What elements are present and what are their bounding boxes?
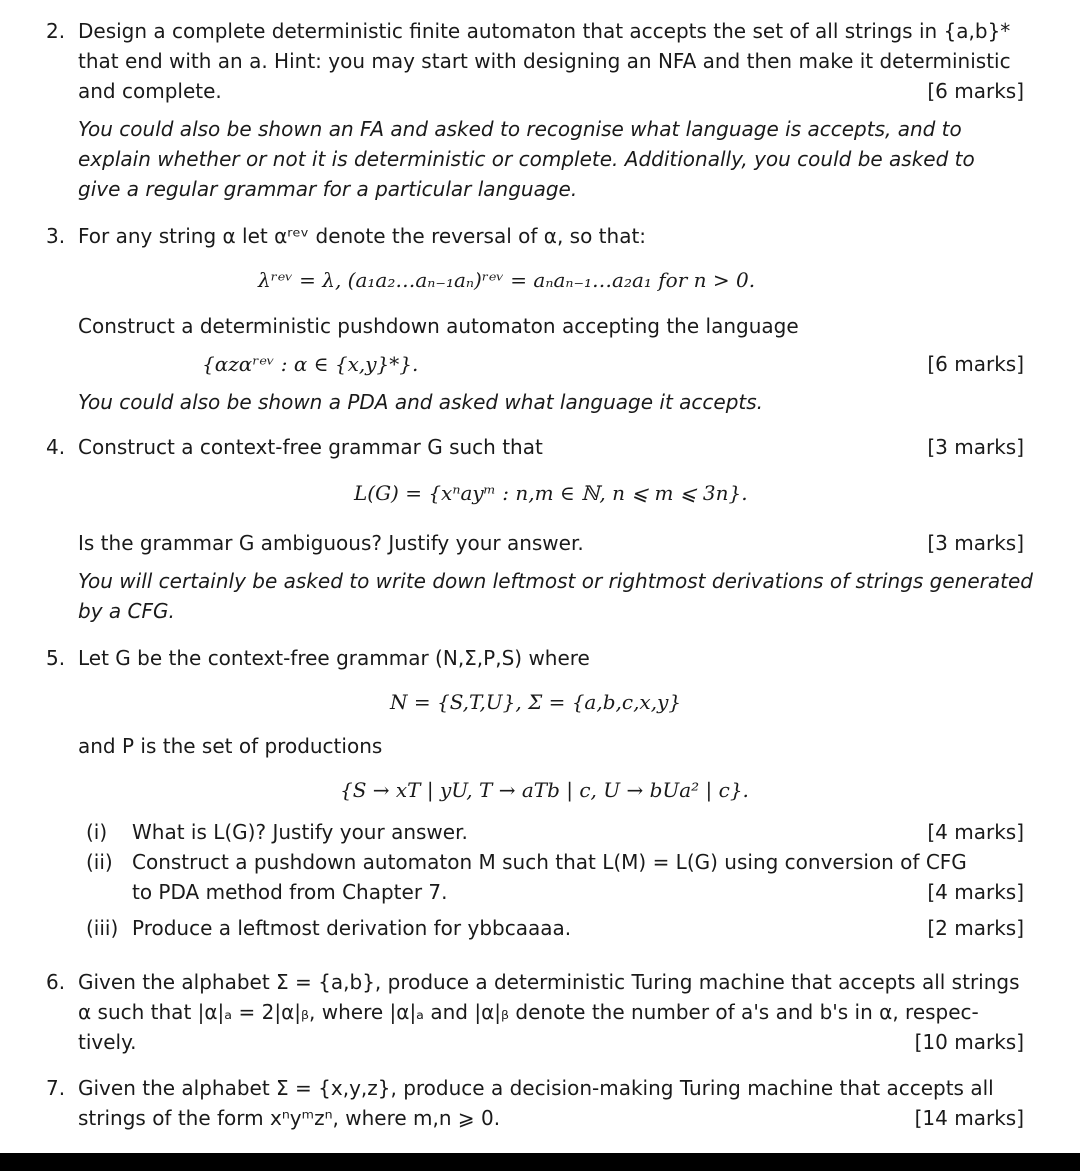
question-number: 3.: [46, 224, 66, 248]
question-text-line: Let G be the context-free grammar (N,Σ,P,S) where: [78, 646, 590, 670]
marks-label: [14 marks]: [914, 1106, 1024, 1130]
marks-label: [10 marks]: [914, 1030, 1024, 1054]
study-note-line: give a regular grammar for a particular language.: [78, 177, 578, 201]
question-text-line: Is the grammar G ambiguous? Justify your answer.: [78, 531, 584, 555]
subquestion-text: Construct a pushdown automaton M such that L(M) = L(G) using conversion of CFG: [132, 850, 967, 874]
question-5: [46, 643, 1024, 943]
question-6: [46, 967, 1024, 1057]
question-text-line: Construct a deterministic pushdown automaton accepting the language: [78, 314, 799, 338]
question-2: [46, 16, 1024, 204]
question-number: 6.: [46, 970, 66, 994]
study-note-line: You could also be shown a PDA and asked what language it accepts.: [78, 390, 764, 414]
question-number: 4.: [46, 435, 66, 459]
question-text-line: α such that |α|ₐ = 2|α|ᵦ, where |α|ₐ and |α|ᵦ denote the number of a's and b's in α, respec-: [78, 1000, 979, 1024]
question-text-line: and complete.: [78, 79, 222, 103]
question-text-line: For any string α let αʳᵉᵛ denote the reversal of α, so that:: [78, 224, 647, 248]
grammar-sets-formula: N = {S,T,U}, Σ = {a,b,c,x,y}: [390, 690, 682, 714]
subquestion-iii: [86, 913, 1024, 943]
subquestion-text: to PDA method from Chapter 7.: [132, 880, 448, 904]
question-text-line: that end with an a. Hint: you may start with designing an NFA and then make it deterministic: [78, 49, 1011, 73]
marks-label: [4 marks]: [927, 880, 1024, 904]
marks-label: [2 marks]: [927, 916, 1024, 940]
question-4: [46, 432, 1033, 626]
bottom-black-bar: [0, 1153, 1080, 1171]
marks-label: [3 marks]: [927, 531, 1024, 555]
subquestion-text: Produce a leftmost derivation for ybbcaaaa.: [132, 916, 572, 940]
question-text-line: and P is the set of productions: [78, 734, 383, 758]
subquestion-label: (ii): [86, 850, 113, 874]
question-text-line: Design a complete deterministic finite automaton that accepts the set of all strings in {a,b}*: [78, 19, 1011, 43]
subquestion-label: (i): [86, 820, 108, 844]
question-text-line: Given the alphabet Σ = {x,y,z}, produce a decision-making Turing machine that accepts all: [78, 1076, 994, 1100]
question-text-line: Given the alphabet Σ = {a,b}, produce a deterministic Turing machine that accepts all strings: [78, 970, 1020, 994]
reversal-formula: λʳᵉᵛ = λ, (a₁a₂…aₙ₋₁aₙ)ʳᵉᵛ = aₙaₙ₋₁…a₂a₁ for n > 0.: [258, 268, 756, 292]
marks-label: [3 marks]: [927, 435, 1024, 459]
question-3: [46, 221, 1024, 417]
study-note-line: explain whether or not it is deterministic or complete. Additionally, you could be asked to: [78, 147, 975, 171]
subquestion-ii: [86, 847, 1024, 877]
subquestion-i: [86, 817, 1024, 847]
question-text-line: Construct a context-free grammar G such that: [78, 435, 543, 459]
subquestion-text: What is L(G)? Justify your answer.: [132, 820, 468, 844]
productions-formula: {S → xT | yU, T → aTb | c, U → bUa² | c}.: [340, 778, 749, 802]
question-number: 7.: [46, 1076, 66, 1100]
question-number: 5.: [46, 646, 66, 670]
question-text-line: tively.: [78, 1030, 137, 1054]
study-note-line: You could also be shown an FA and asked to recognise what language is accepts, and to: [78, 117, 962, 141]
question-7: [46, 1073, 1024, 1133]
marks-label: [6 marks]: [927, 352, 1024, 376]
subquestion-label: (iii): [86, 916, 119, 940]
study-note-line: You will certainly be asked to write down leftmost or rightmost derivations of strings generated: [78, 569, 1033, 593]
language-formula: L(G) = {xⁿayᵐ : n,m ∈ ℕ, n ⩽ m ⩽ 3n}.: [354, 481, 748, 505]
language-formula: {αzαʳᵉᵛ : α ∈ {x,y}*}.: [202, 352, 419, 376]
study-note-line: by a CFG.: [78, 599, 175, 623]
marks-label: [6 marks]: [927, 79, 1024, 103]
question-number: 2.: [46, 19, 66, 43]
question-text-line: strings of the form xⁿyᵐzⁿ, where m,n ⩾ 0.: [78, 1106, 501, 1130]
marks-label: [4 marks]: [927, 820, 1024, 844]
